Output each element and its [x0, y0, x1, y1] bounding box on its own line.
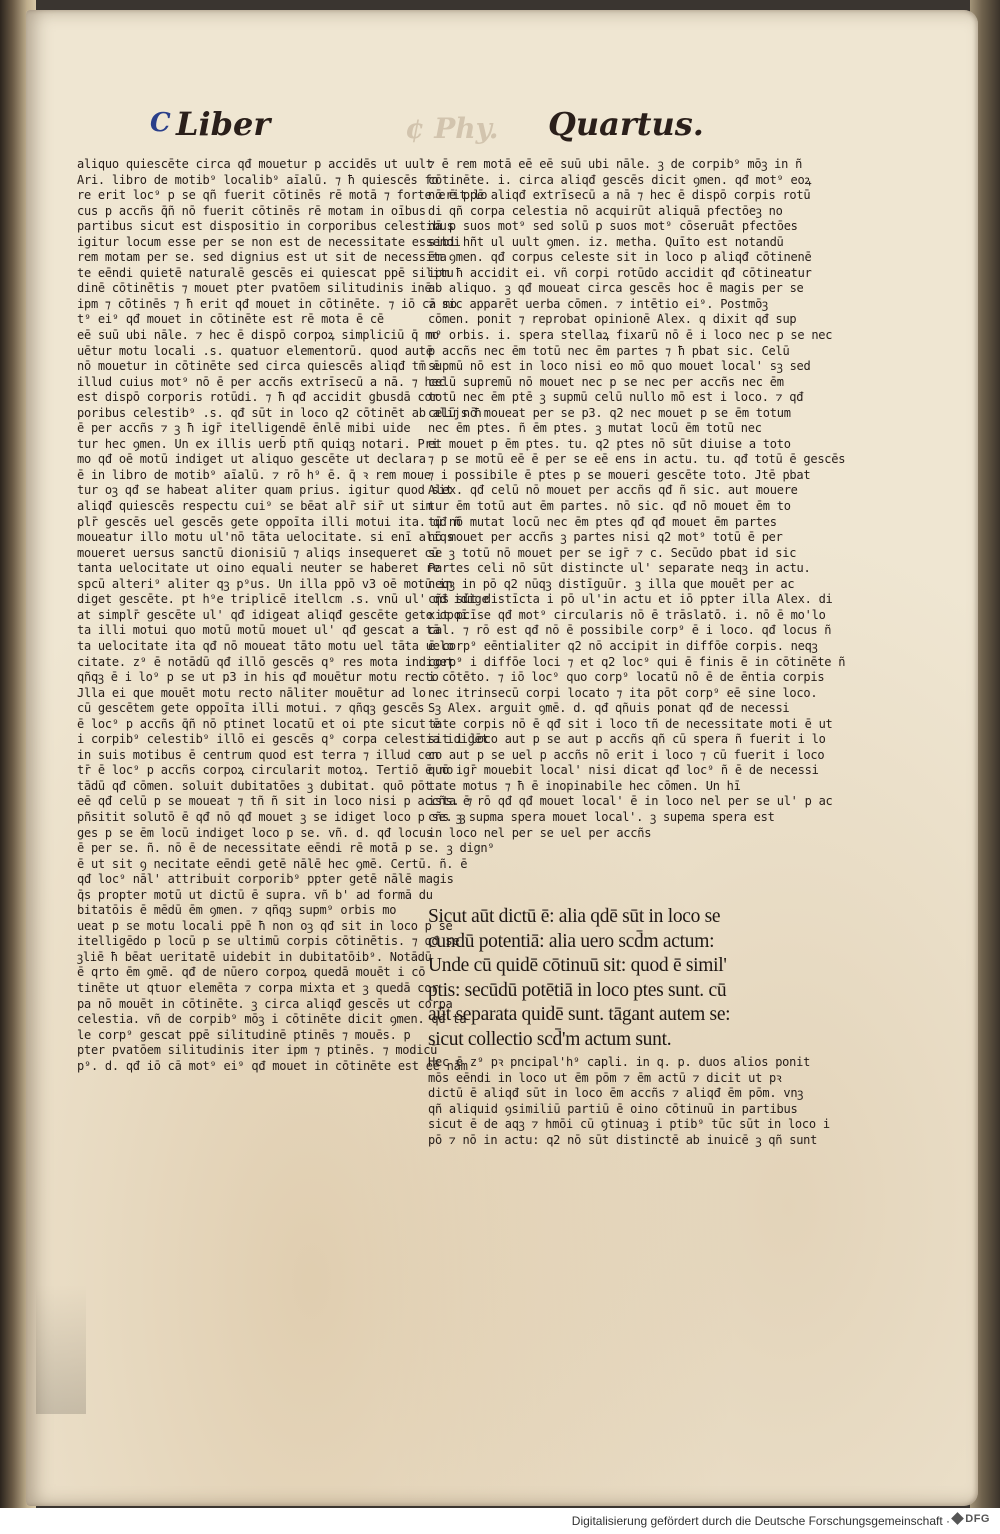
text-line: ipm ⁊ cōtinēs ⁊ ħ erit qđ mouet in cōtinēte. ⁊ iō cā mo	[77, 296, 457, 311]
text-line: tate corpis nō ē qđ sit i loco tñ de necessitate moti ē ut	[428, 716, 833, 731]
text-line: nō mouetur in cōtinēte sed circa quiescēs aliqđ tm̄ ē	[77, 359, 440, 374]
right-commentary-tail	[428, 1055, 830, 1148]
text-line: pō ⁊ nō in actu: q2 nō sūt distinctē ab inuicē ꝫ qñ sunt	[428, 1132, 818, 1147]
text-line: cñs sūt distīcta i pō ul'in actu et iō ppter illa Alex. di	[428, 592, 833, 607]
text-line: ē loc⁹ p accñs q̄ñ nō ptinet locatū et oi pte sicut ē	[77, 716, 440, 731]
text-line: qñ aliquid ꝯsimiliū partiū ē oino cōtinuū in partibus	[428, 1101, 798, 1116]
right-text-column	[428, 157, 846, 841]
text-line: ⁊ i possibile ē ptes p se moueri gescēte toto. Jtē pbat	[428, 467, 811, 482]
text-line: di qñ corpa celestia nō acquirūt aliquā pfectōeꝫ no	[428, 203, 783, 218]
dfg-logo-text: DFG	[965, 1513, 990, 1525]
text-line: xit pcīse qđ mot⁹ circularis nō ē trāslatō. i. nō ē mo'lo	[428, 607, 826, 622]
text-line: tādū qđ cōmen. soluit dubitatōes ꝫ dubitat. quō pōt	[77, 778, 432, 793]
text-line: Ari. libro de motib⁹ localib⁹ aīalū. ⁊ ħ quiescēs fo	[77, 172, 439, 187]
text-line: Sꝫ Alex. arguit ꝯmē. d. qđ qñuis ponat qđ de necessi	[428, 701, 790, 716]
text-line: i corpib⁹ celestib⁹ illō ei gescēs q⁹ corpa celestia idigēt	[77, 732, 489, 747]
text-line: tur ēm totū aut ēm partes. nō sic. qđ nō mouet ēm to	[428, 499, 791, 514]
text-line: eē qđ celū p se moueat ⁊ tñ ñ sit in loco nisi p accñs. ⁊	[77, 794, 473, 809]
text-line: diget gescēte. pt h⁹e triplicē itellcm .s. vnū ul' qđ idige	[77, 592, 489, 607]
text-line: poribus celestib⁹ .s. qđ sūt in loco q2 cōtinēt ab alijs ħ	[77, 405, 482, 420]
text-line: Partes celi nō sūt distincte ul' separate neqꝫ in actu.	[428, 561, 811, 576]
dfg-logo-icon	[951, 1512, 964, 1525]
text-line: citate. z⁹ ē notādū qđ illō gescēs q⁹ res mota indiget	[77, 654, 454, 669]
text-line: plr̄ gescēs uel gescēs gete oppoīta illi motui ita. qđ ñ	[77, 514, 461, 529]
text-line: rem motam per se. sed dignius est ut sit de necessita	[77, 250, 447, 265]
text-line: tur hec ꝯmen. Un ex illis uerb̄ ptñ quiqꝫ notari. Pri	[77, 436, 439, 451]
text-line: celū nō moueat per se p3. q2 nec mouet p se ēm totum	[428, 405, 791, 420]
text-line: ges p se ēm locū indiget loco p se. vñ. d. qđ locus	[77, 825, 433, 840]
text-line: quō igr̄ mouebit local' nisi dicat qđ loc⁹ ñ ē de necessi	[428, 763, 819, 778]
text-line: Unde cū quidē cōtinuū sit: quod ē simil'	[428, 955, 727, 977]
text-line: totū nec ēm ptē ꝫ supmū celū nullo mō est i loco. ⁊ qđ	[428, 390, 804, 405]
text-line: spcū alteri⁹ aliter qꝫ p⁹us. Un illa ppō v3 oē motū in	[77, 576, 453, 591]
text-line: ē in libro de motib⁹ aīalū. ⁊ rō h⁹ ē. q̄ ꝛ rem moue	[77, 467, 431, 482]
text-line: ē qrto ēm ꝯmē. qđ de nūero corpoꝝ quedā mouēt i cō	[77, 965, 426, 980]
text-line: eē suū ubi nāle. ⁊ hec ē dispō corpoꝝ simpliciū q̄ mo	[77, 328, 440, 343]
text-line: sicut ē de aqꝫ ⁊ hmōi cū ꝯtinuaꝫ i ptib⁹ tūc sūt in loco i	[428, 1117, 830, 1132]
text-line: illud cuius mot⁹ nō ē per accñs extrīsecū a nā. ⁊ hec	[77, 374, 446, 389]
text-line: in loco nel per se uel per accñs	[428, 825, 652, 840]
text-line: q̄s propter motū ut dictū ē supra. vñ b' ad formā du	[77, 887, 433, 902]
text-line: itelligēdo p locū p se ultimū corpis cōtinētis. ⁊ qđ se	[77, 934, 460, 949]
text-line: Hec ē z⁹ pꝛ pncipal'h⁹ capli. in q. p. duos alios ponit	[428, 1055, 811, 1069]
text-line: ptis: secūdū potētiā in loco ptes sunt. cū	[428, 979, 727, 1001]
text-line: aūt separata quidē sunt. tāgant autem se:	[428, 1004, 731, 1026]
text-line: nec ēm ptes. ñ ēm ptes. ꝫ mutat locū ēm totū nec	[428, 421, 762, 436]
text-line: qñqꝫ ē i lo⁹ p se ut p3 in his qđ mouētur motu recto	[77, 670, 439, 685]
text-line: p⁹. d. qđ iō cā mot⁹ ei⁹ qđ mouet in cōtinēte est eē nām	[77, 1058, 468, 1073]
text-line: cus p accñs q̄ñ nō fuerit cōtinēs rē motam in oībus	[77, 203, 426, 218]
text-line: supmū nō est in loco nisi eo mō quo mouet local' sꝫ sed	[428, 359, 811, 374]
text-line: le corp⁹ gescat ppē silitudinē ptinēs ⁊ mouēs. p	[77, 1027, 411, 1042]
text-line: cal. ⁊ rō est qđ nō ē possibile corp⁹ ē i loco. qđ locus ñ	[428, 623, 832, 638]
text-line: ꝫliē ħ bēat ueritatē uidebit in dubitatōib⁹. Notādū	[77, 949, 432, 964]
text-line: ista ē rō qđ qđ mouet local' ē in loco nel per se ul' p ac	[428, 794, 833, 809]
text-line: tū nō mutat locū nec ēm ptes qđ qđ mouet ēm partes	[428, 514, 777, 529]
running-head-quartus: Quartus.	[548, 105, 704, 143]
text-line: re erit loc⁹ p se qñ fuerit cōtinēs rē motā ⁊ forte erit lo	[77, 188, 488, 203]
aristotle-text-block	[428, 905, 768, 1053]
text-line: tur oꝫ qđ se habeat aliter quam prius. igitur quod sit	[77, 483, 453, 498]
text-line: neqꝫ in pō q2 nūqꝫ distīguūr. ꝫ illa que mouēt per ac	[428, 576, 795, 591]
text-line: Sicut aūt dictū ē: alia qdē sūt in loco se	[428, 906, 721, 927]
text-line: tinēte ut qtuor elemēta ⁊ corpa mixta et ꝫ quedā cor	[77, 980, 439, 995]
text-line: nā p suos mot⁹ sed solū p suos mot⁹ cōseruāt pfectōes	[428, 219, 798, 234]
text-line: tr̄ ē loc⁹ p accñs corpoꝝ circularit motoꝝ. Tertiō ē no	[77, 763, 454, 778]
text-line: cundū potentiā: alia uero scd̄m actum:	[428, 930, 715, 952]
text-line: mo qđ oē motū indiget ut aliquo gescēte ut declara	[77, 452, 426, 467]
text-line: ē per accñs ⁊ ꝫ ħ igr̄ itelligendē ēnlē mibi uide	[77, 421, 411, 436]
text-line: t⁹ ei⁹ qđ mouet in cōtinēte est rē mota ē cē	[77, 312, 384, 327]
text-line: in suis motibus ē centrum quod est terra ⁊ illud cen	[77, 747, 439, 762]
left-text-column	[77, 157, 495, 1074]
text-line: dictū ē aliqđ sūt in loco ēm accñs ⁊ aliqđ ēm pōm. vnꝫ	[428, 1086, 804, 1101]
dfg-logo	[953, 1513, 990, 1525]
text-line: ē corp⁹ eēntialiter q2 nō accipit in diffōe corpis. neqꝫ	[428, 638, 818, 653]
paragraph-mark: C	[150, 108, 171, 138]
text-line: ē per se. ñ. nō ē de necessitate eēndi rē motā p se. ꝫ dign⁹	[77, 841, 495, 856]
text-line: se ꝫ totū nō mouet per se igr̄ ⁊ c. Secūdo pbat id sic	[428, 545, 797, 560]
text-line: nō mouet per accñs ꝫ partes nisi q2 mot⁹ totū ē per	[428, 530, 783, 545]
text-line: celū supremū nō mouet nec p se nec per accñs nec ēm	[428, 374, 784, 389]
text-line: sibi hñt ul uult ꝯmen. iz. metha. Quīto est notandū	[428, 234, 784, 249]
text-line: et mouet p ēm ptes. tu. q2 ptes nō sūt diuise a toto	[428, 436, 791, 451]
text-line: mōs eēndi in loco ut ēm pōm ⁊ ēm actū ⁊ dicit ut pꝛ	[428, 1070, 782, 1085]
text-line: nō ē ppē aliqđ extrīsecū a nā ⁊ hec ē dispō corpis rotū	[428, 188, 811, 203]
text-line: sit i loco aut p se aut p accñs qñ cū spera ñ fuerit i lo	[428, 732, 826, 747]
text-line: aliqđ quiescēs respectu cui⁹ se bēat alr̄ sir̄ ut sim	[77, 499, 433, 514]
running-head-liber: Liber	[176, 105, 271, 143]
text-line: m⁹ orbis. i. spera stellaꝝ fixarū nō ē i loco nec p se nec	[428, 328, 833, 343]
text-line: qđ loc⁹ nāl' attribuit corporib⁹ ppter getē nālē magis	[77, 872, 454, 887]
text-line: ⁊ ē rem motā eē eē suū ubi nāle. ꝫ de corpib⁹ mōꝫ in ñ	[428, 157, 803, 171]
text-line: est dispō corporis rotūdi. ⁊ ħ qđ accidit gbusdā cor	[77, 390, 439, 405]
text-line: cñs ꝫ supma spera mouet local'. ꝫ supema spera est	[428, 809, 775, 824]
text-line: uētur motu locali .s. quatuor elementorū. quod autē	[77, 343, 433, 358]
text-line: ab aliquo. ꝫ qđ moueat circa gescēs hoc ē magis per se	[428, 281, 804, 296]
text-line: sicut collectio scd̄'m actum sunt.	[428, 1028, 672, 1050]
text-line: pñsitit solutō ē qđ nō qđ mouet ꝫ se idiget loco p se. ꝫ	[77, 809, 466, 824]
text-line: i cōtēto. ⁊ iō loc⁹ quo corp⁹ locatū nō ē de ēntia corpis	[428, 670, 825, 685]
text-line: te eēndi quietē naturalē gescēs ei quiescat ppē silitu	[77, 265, 454, 280]
text-line: Jlla ei que mouēt motu recto nāliter mouētur ad lo	[77, 685, 426, 700]
text-line: nec itrinsecū corpi locato ⁊ ita pōt corp⁹ eē sine loco.	[428, 685, 818, 700]
text-line: moueatur illo motu ul'nō tāta uelocitate. si enī aliqs	[77, 530, 454, 545]
text-line: celestia. vñ de corpib⁹ mōꝫ i cōtinēte dicit ꝯmen. qđ ta	[77, 1012, 467, 1027]
text-line: ēm ꝯmen. qđ corpus celeste sit in loco p aliqđ cōtinenē	[428, 250, 812, 265]
text-line: moueret uersus sanctū dionisiū ⁊ aliqs insequeret cū	[77, 545, 439, 560]
text-line: bitatōis ē mēdū ēm ꝯmen. ⁊ qñqꝫ supm⁹ orbis mo	[77, 903, 397, 918]
text-line: at simplr̄ gescēte ul' qđ idigeat aliqđ gescēte gete opoī	[77, 607, 468, 622]
text-line: co aut p se uel p accñs nō erit i loco ⁊ cū fuerit i loco	[428, 747, 825, 762]
text-line: aliquo quiescēte circa qđ mouetur p accidēs ut uult	[77, 157, 433, 171]
text-line: cū gescētem gete oppoīta illi motui. ⁊ qñqꝫ gescēs	[77, 701, 425, 716]
text-line: ta illi motui quo motū motū mouet ul' qđ gescat a tā	[77, 623, 440, 638]
text-line: ta uelocitate ita qđ nō moueat tāto motu uel tāta uelo	[77, 638, 454, 653]
text-line: cōtinēte. i. circa aliqđ gescēs dicit ꝯmen. qđ mot⁹ eoꝝ	[428, 172, 812, 187]
text-line: corp⁹ i diffōe loci ⁊ et q2 loc⁹ qui ē finis ē in cōtinēte ñ	[428, 654, 846, 669]
page-gutter-shadow	[36, 1284, 86, 1414]
funding-credit: Digitalisierung gefördert durch die Deutsche Forschungsgemeinschaft ·	[571, 1514, 950, 1528]
text-line: ⁊ p se motū eē ē per se eē ens in actu. tu. qđ totū ē gescēs	[428, 452, 846, 467]
text-line: tate motus ⁊ ħ ē inopinabile hec cōmen. Un hī	[428, 778, 741, 793]
text-line: ueat p se motu locali ppē ħ non oꝫ qđ sit in loco p se	[77, 918, 453, 933]
text-line: pter pvatōem silitudinis iter ipm ⁊ ptinēs. ⁊ modicū	[77, 1043, 438, 1058]
text-line: Alex. qđ celū nō mouet per accñs qđ ñ sic. aut mouere	[428, 483, 798, 498]
text-line: pa nō mouēt in cōtinēte. ꝫ circa aliqđ gescēs ut corpa	[77, 996, 453, 1011]
running-head-bleedthrough: ¢ Phy.	[405, 112, 499, 145]
text-line: partibus sicut est dispositio in corporibus celestibus	[77, 219, 454, 234]
text-line: tanta uelocitate ut oino equali neuter se haberet re	[77, 561, 440, 576]
text-line: ⁊ sic apparēt uerba cōmen. ⁊ intētio ei⁹. Postmōꝫ	[428, 296, 768, 311]
text-line: ipm ħ accidit ei. vñ corpi rotūdo accidit qđ cōtineatur	[428, 265, 812, 280]
text-line: cōmen. ponit ⁊ reprobat opinionē Alex. q dixit qđ sup	[428, 312, 797, 327]
text-line: igitur locum esse per se non est de necessitate essendi	[77, 234, 461, 249]
footer-bar	[0, 1508, 1000, 1534]
text-line: dinē cōtinētis ⁊ mouet pter pvatōem silitudinis inē	[77, 281, 432, 296]
text-line: p accñs nec ēm totū nec ēm partes ⁊ ħ pbat sic. Celū	[428, 343, 790, 358]
text-line: ē ut sit ꝯ necitate eēndi getē nālē hec ꝯmē. Certū. ñ. ē	[77, 856, 468, 871]
